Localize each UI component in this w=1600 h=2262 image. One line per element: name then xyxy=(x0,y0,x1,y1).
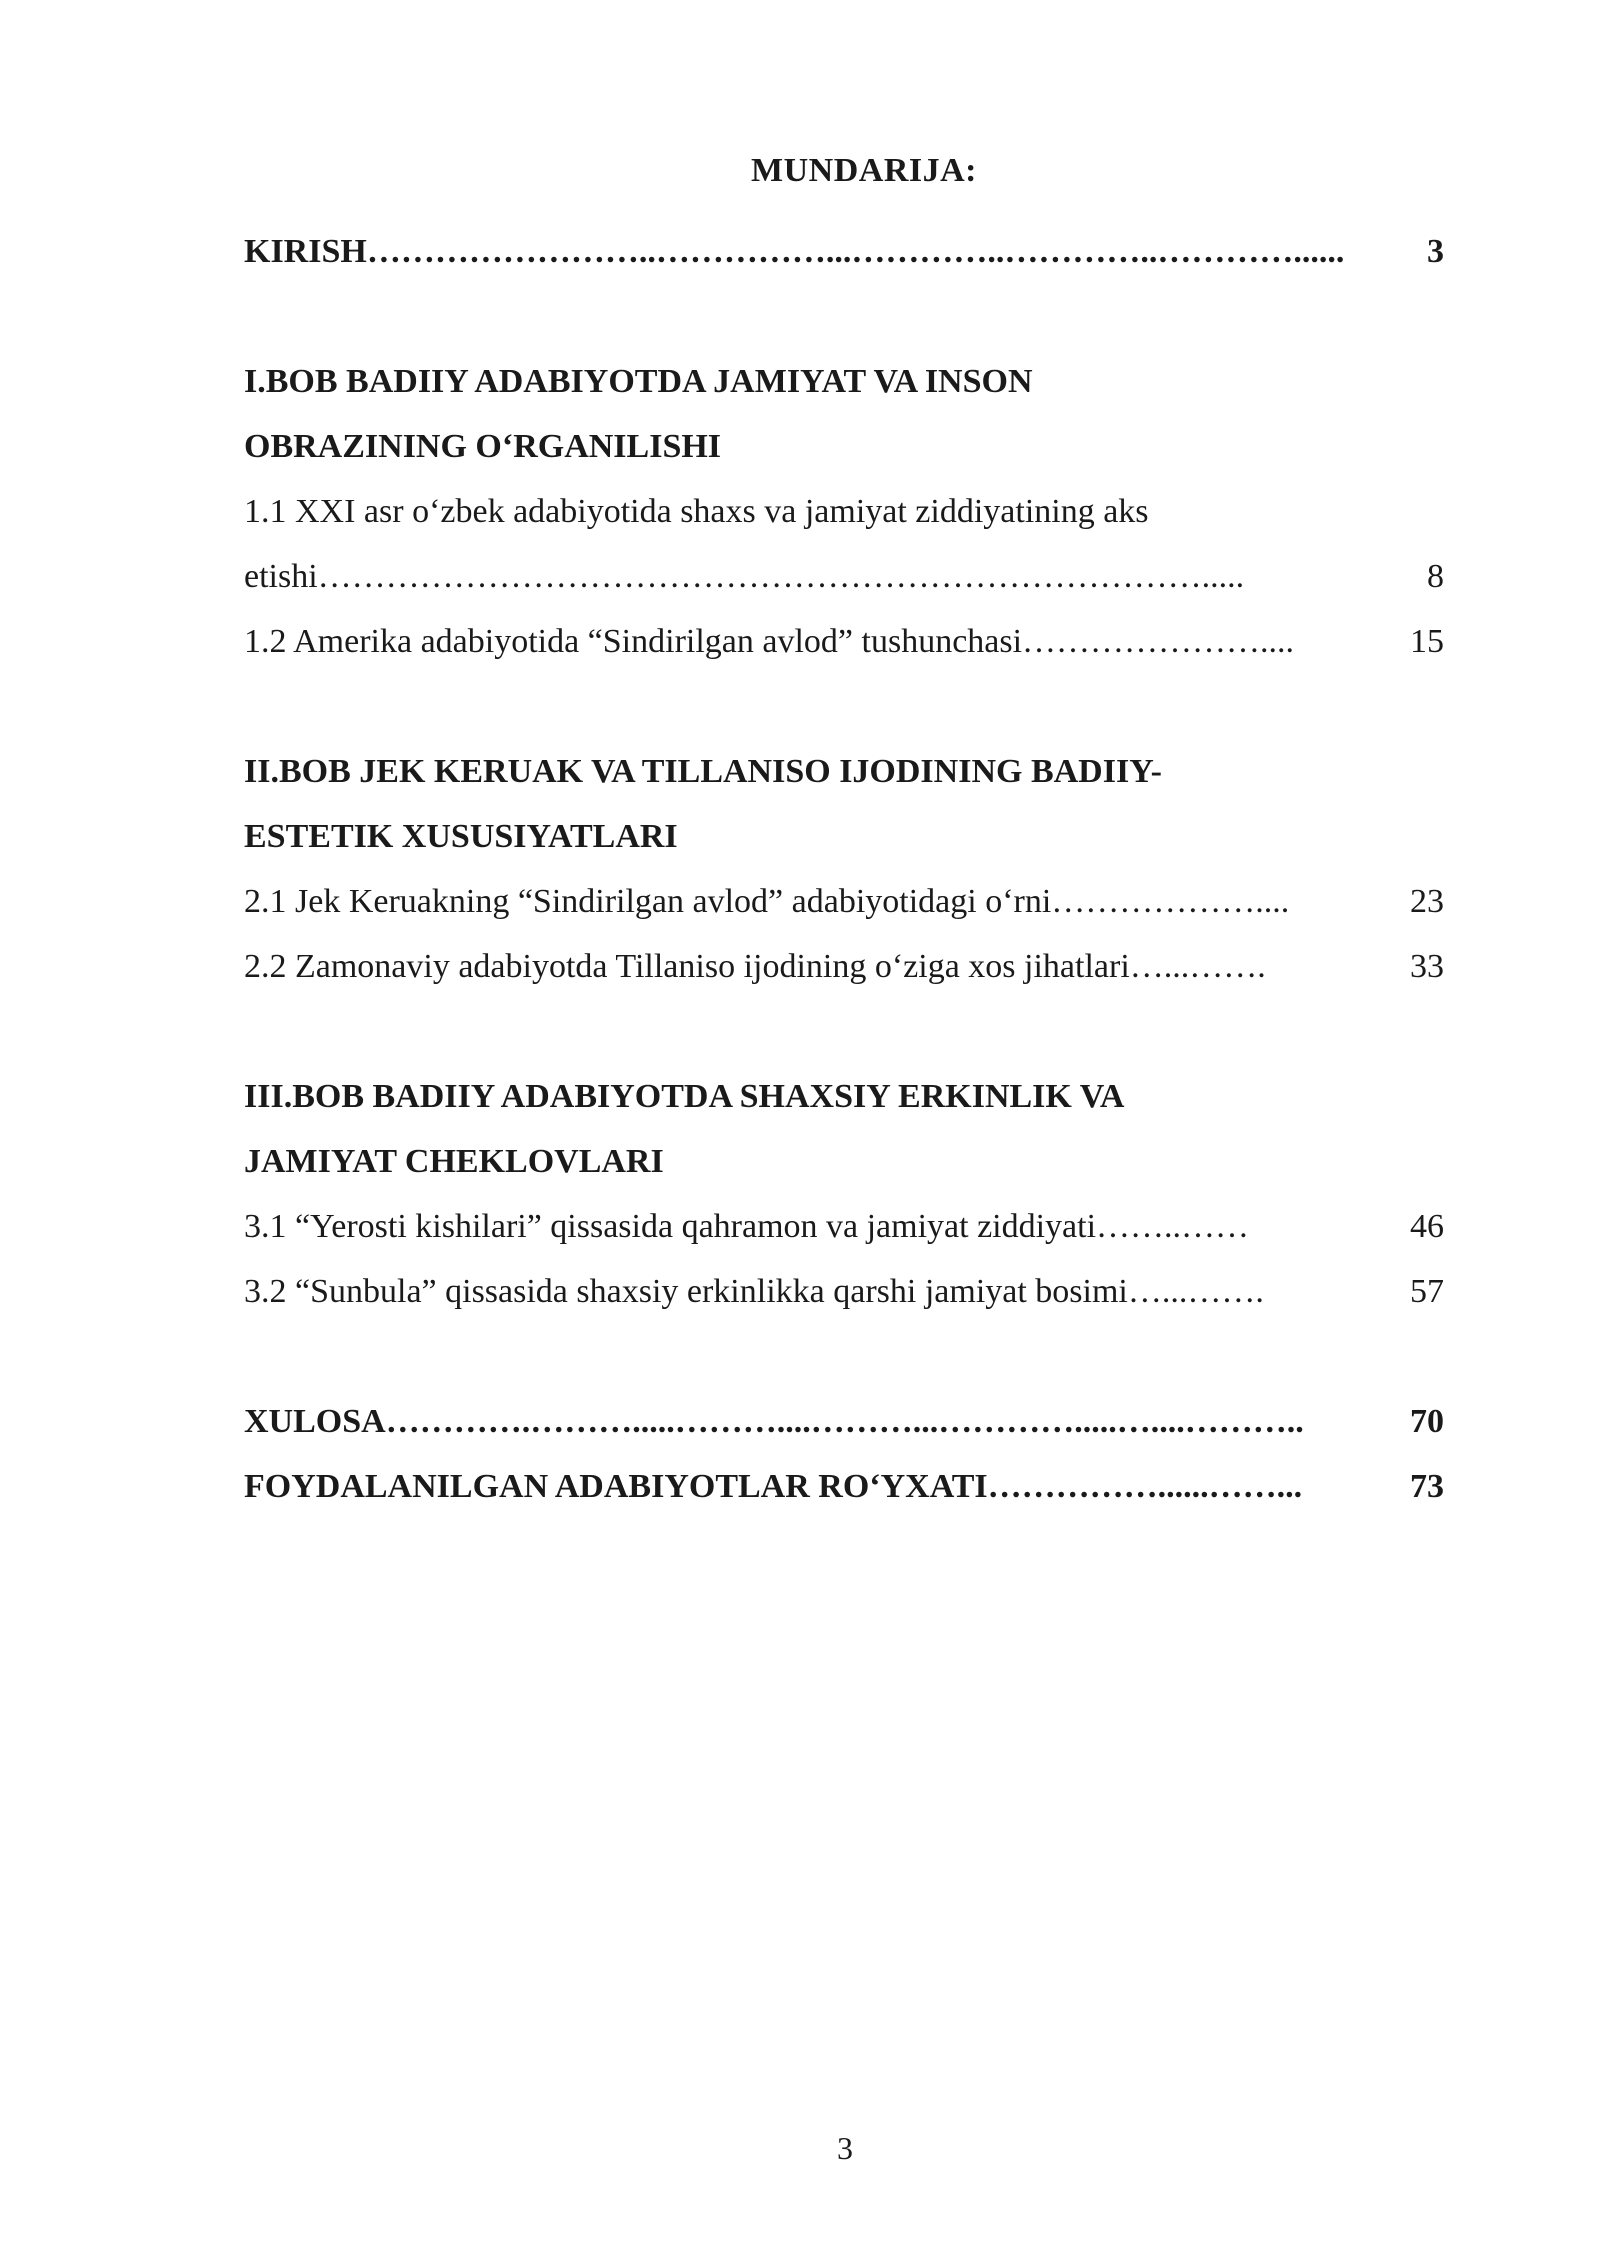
toc-entry-2-2[interactable] xyxy=(244,945,1444,989)
toc-entry-references[interactable] xyxy=(244,1465,1444,1509)
toc-entry-kirish[interactable] xyxy=(244,230,1444,274)
toc-entry-text: FOYDALANILGAN ADABIYOTLAR RO‘YXATI……………......……... xyxy=(244,1468,1303,1505)
page-number: 3 xyxy=(837,2130,853,2166)
chapter-1-heading-line2[interactable]: OBRAZINING O‘RGANILISHI xyxy=(244,428,722,465)
chapter-1-heading-line1[interactable]: I.BOB BADIIY ADABIYOTDA JAMIYAT VA INSON xyxy=(244,363,1033,400)
toc-entry-text: XULOSA………….……….....………....………...………….....…....……….. xyxy=(244,1403,1304,1440)
toc-entry-text: 3.2 “Sunbula” qissasida shaxsiy erkinlikka qarshi jamiyat bosimi…...……. xyxy=(244,1273,1264,1310)
toc-entry-3-2[interactable] xyxy=(244,1270,1444,1314)
toc-entry-page: 23 xyxy=(1410,883,1444,920)
toc-entry-page: 33 xyxy=(1410,948,1444,985)
chapter-3-heading-line1[interactable]: III.BOB BADIIY ADABIYOTDA SHAXSIY ERKINLIK VA xyxy=(244,1078,1125,1115)
toc-entry-text: KIRISH……………………..……………...…………..…………..…………...... xyxy=(244,233,1345,270)
toc-entry-3-1[interactable] xyxy=(244,1205,1444,1249)
toc-entry-xulosa[interactable] xyxy=(244,1400,1444,1444)
toc-entry-text: 1.2 Amerika adabiyotida “Sindirilgan avlod” tushunchasi………………….... xyxy=(244,623,1295,660)
toc-entry-page: 3 xyxy=(1427,233,1444,270)
toc-entry-page: 8 xyxy=(1427,558,1444,595)
toc-entry-text: 2.1 Jek Keruakning “Sindirilgan avlod” adabiyotidagi o‘rni……………….... xyxy=(244,883,1290,920)
toc-entry-text: etishi……………………………………………………………………..... xyxy=(244,558,1245,595)
toc-entry-page: 73 xyxy=(1410,1468,1444,1505)
chapter-2-heading-line1[interactable]: II.BOB JEK KERUAK VA TILLANISO IJODINING BADIIY- xyxy=(244,753,1162,790)
toc-entry-2-1[interactable] xyxy=(244,880,1444,924)
toc-entry-text: 3.1 “Yerosti kishilari” qissasida qahramon va jamiyat ziddiyati……..…… xyxy=(244,1208,1250,1245)
toc-entry-page: 46 xyxy=(1410,1208,1444,1245)
chapter-2-heading-line2[interactable]: ESTETIK XUSUSIYATLARI xyxy=(244,818,678,855)
toc-entry-page: 70 xyxy=(1410,1403,1444,1440)
toc-entry-page: 15 xyxy=(1410,623,1444,660)
toc-entry-page: 57 xyxy=(1410,1273,1444,1310)
toc-entry-1-2[interactable] xyxy=(244,620,1444,664)
toc-title: MUNDARIJA: xyxy=(751,152,977,189)
toc-entry-text: 2.2 Zamonaviy adabiyotda Tillaniso ijodining o‘ziga xos jihatlari…...……. xyxy=(244,948,1266,985)
toc-entry-1-1[interactable] xyxy=(244,555,1444,599)
chapter-3-heading-line2[interactable]: JAMIYAT CHEKLOVLARI xyxy=(244,1143,664,1180)
toc-entry-1-1-line1[interactable]: 1.1 XXI asr o‘zbek adabiyotida shaxs va jamiyat ziddiyatining aks xyxy=(244,493,1149,530)
